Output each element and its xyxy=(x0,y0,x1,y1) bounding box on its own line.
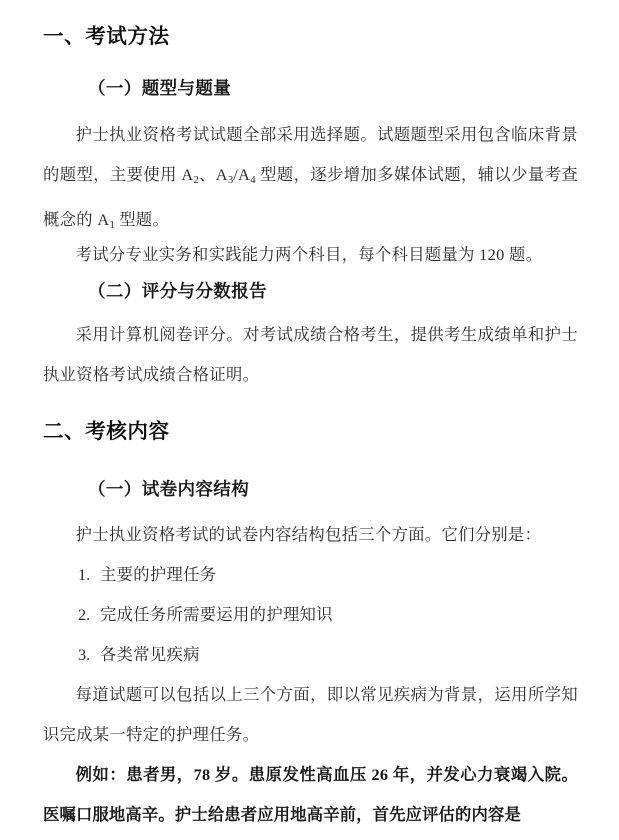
list-item-label: 完成任务所需要运用的护理知识 xyxy=(100,605,333,624)
paragraph-item-coverage: 每道试题可以包括以上三个方面，即以常见疾病为背景，运用所学知识完成某一特定的护理任务。 xyxy=(43,685,578,744)
subscript-a4: 4 xyxy=(250,174,256,186)
list-item-number: 2. xyxy=(78,605,91,624)
list-item-number: 3. xyxy=(78,645,91,664)
para-part-mid1: 、A xyxy=(198,165,228,184)
para-part-tail: 型题。 xyxy=(114,210,170,229)
paragraph-paper-structure: 护士执业资格考试的试卷内容结构包括三个方面。它们分别是： xyxy=(75,525,542,544)
subscript-a1: 1 xyxy=(109,219,115,231)
list-item-label: 各类常见疾病 xyxy=(100,645,200,664)
list-item xyxy=(78,555,578,595)
para-part-lead: 护士执业资格考试试题全部采用选择题。试题题型采用包含临床背景的题型，主要使用 A xyxy=(43,125,578,184)
list-item-number: 1. xyxy=(78,565,91,584)
list-item xyxy=(78,595,578,635)
para-part-mid3: 型题，逐步增加多媒体试题，辅以少量考查概念的 A xyxy=(43,165,578,229)
paragraph-subject-count: 考试分专业实务和实践能力两个科目，每个科目题量为 120 题。 xyxy=(75,245,543,264)
subsection-heading-1-2: （二）评分与分数报告 xyxy=(88,281,267,301)
subscript-a3: 3 xyxy=(227,174,234,186)
paragraph-example-case: 例如：患者男，78 岁。患原发性高血压 26 年，并发心力衰竭入院。医嘱口服地高辛。护士给患者应用地高辛前，首先应评估的内容是 xyxy=(43,765,578,824)
para-part-mid2: /A xyxy=(233,165,251,184)
list-item xyxy=(78,635,578,675)
section-heading-2: 二、考核内容 xyxy=(43,420,170,443)
subsection-heading-2-1: （一）试卷内容结构 xyxy=(88,479,250,499)
subscript-a2: 2 xyxy=(193,174,199,186)
section-heading-1: 一、考试方法 xyxy=(43,25,170,48)
list-item-label: 主要的护理任务 xyxy=(100,565,217,584)
subsection-heading-1-1: （一）题型与题量 xyxy=(88,78,232,98)
paragraph-scoring-report: 采用计算机阅卷评分。对考试成绩合格考生，提供考生成绩单和护士执业资格考试成绩合格证明。 xyxy=(43,325,578,384)
paragraph-question-types xyxy=(43,115,578,245)
